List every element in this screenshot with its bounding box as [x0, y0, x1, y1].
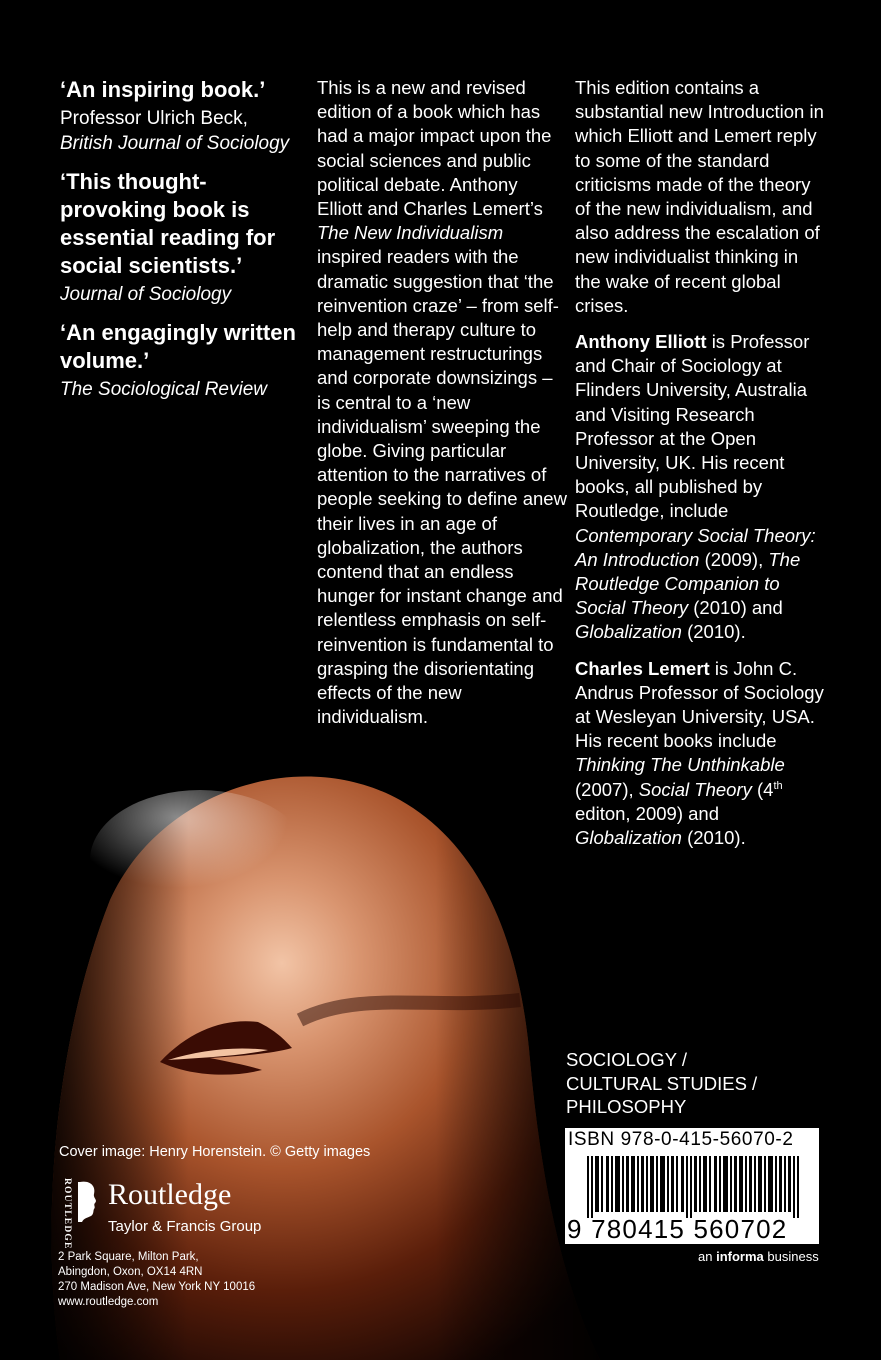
review-quotes — [60, 76, 310, 414]
cover-image-credit: Cover image: Henry Horenstein. © Getty images — [59, 1144, 371, 1160]
subject-label: CULTURAL STUDIES / — [566, 1072, 758, 1094]
publisher-address — [58, 1250, 255, 1310]
book-description — [317, 76, 567, 729]
routledge-profile-icon — [76, 1180, 100, 1224]
review-quote — [60, 319, 310, 402]
publisher-group: Taylor & Francis Group — [108, 1218, 262, 1235]
quote-text: ‘This thought-provoking book is essential reading for social scientists.’ — [60, 169, 276, 278]
isbn-barcode — [565, 1128, 819, 1244]
publisher-name: Routledge — [108, 1178, 232, 1211]
author-bio-lemert: Charles Lemert is John C. Andrus Professor of Sociology at Wesleyan University, USA. His recent books include Thinking The Unthinkable (2007), Social Theory (4th editon, 2009) and Globalization (2010). — [575, 657, 824, 849]
quote-source-publication: Journal of Sociology — [60, 284, 232, 305]
publisher-website: www.routledge.com — [58, 1296, 159, 1308]
description-part1: This is a new and revised edition of a book which has had a major impact upon the social sciences and public political debate. Anthony Elliott and Charles Lemert’s — [317, 77, 552, 220]
author-bio-elliott: Anthony Elliott is Professor and Chair of Sociology at Flinders University, Australia and Visiting Research Professor at the Open University, UK. His recent books, all published by Routledge, include Contemporary Social Theory: An Introduction (2009), The Routledge Companion to Social Theory (2010) and Globalization (2010). — [575, 331, 816, 643]
about-section — [575, 76, 827, 862]
review-quote — [60, 76, 310, 156]
address-line: Abingdon, Oxon, OX14 4RN — [58, 1266, 203, 1278]
description-part2: inspired readers with the dramatic suggestion that ‘the reinvention craze’ – from self-help and therapy culture to management restructurings and corporate downsizings – is central to a ‘new individualism’ sweeping the globe. Giving particular attention to the narratives of people seeking to define anew their lives in an age of globalization, the authors contend that an endless hunger for instant change and relentless emphasis on self-reinvention is fundamental to grasping the disorientating effects of the new individualism. — [317, 246, 567, 728]
informa-tagline: an informa business — [698, 1249, 819, 1264]
quote-text: ‘An engagingly written volume.’ — [60, 320, 296, 373]
subject-categories — [566, 1048, 826, 1119]
address-line: 270 Madison Ave, New York NY 10016 — [58, 1281, 256, 1293]
author-name: Anthony Elliott — [575, 331, 707, 353]
barcode-bars — [573, 1156, 813, 1218]
quote-source-name: Professor Ulrich Beck, — [60, 108, 248, 129]
quote-source-publication: The Sociological Review — [60, 379, 267, 400]
quote-text: ‘An inspiring book.’ — [60, 77, 266, 102]
logo-vertical-text: ROUTLEDGE — [62, 1178, 72, 1250]
subject-label: PHILOSOPHY — [566, 1096, 687, 1117]
routledge-logo — [58, 1176, 288, 1250]
subject-label: SOCIOLOGY / — [566, 1049, 687, 1070]
address-line: 2 Park Square, Milton Park, — [58, 1251, 199, 1263]
book-title: The New Individualism — [317, 222, 504, 244]
review-quote — [60, 168, 310, 307]
barcode-digits: 9 780415 560702 — [567, 1214, 788, 1244]
isbn-label: ISBN 978-0-415-56070-2 — [568, 1129, 794, 1150]
quote-source-publication: British Journal of Sociology — [60, 133, 290, 154]
edition-note: This edition contains a substantial new Introduction in which Elliott and Lemert reply to some of the standard criticisms made of the theory of the new individualism, and also address the escalation of new individualist thinking in the wake of recent global crises. — [575, 77, 824, 316]
author-name: Charles Lemert — [575, 657, 710, 679]
